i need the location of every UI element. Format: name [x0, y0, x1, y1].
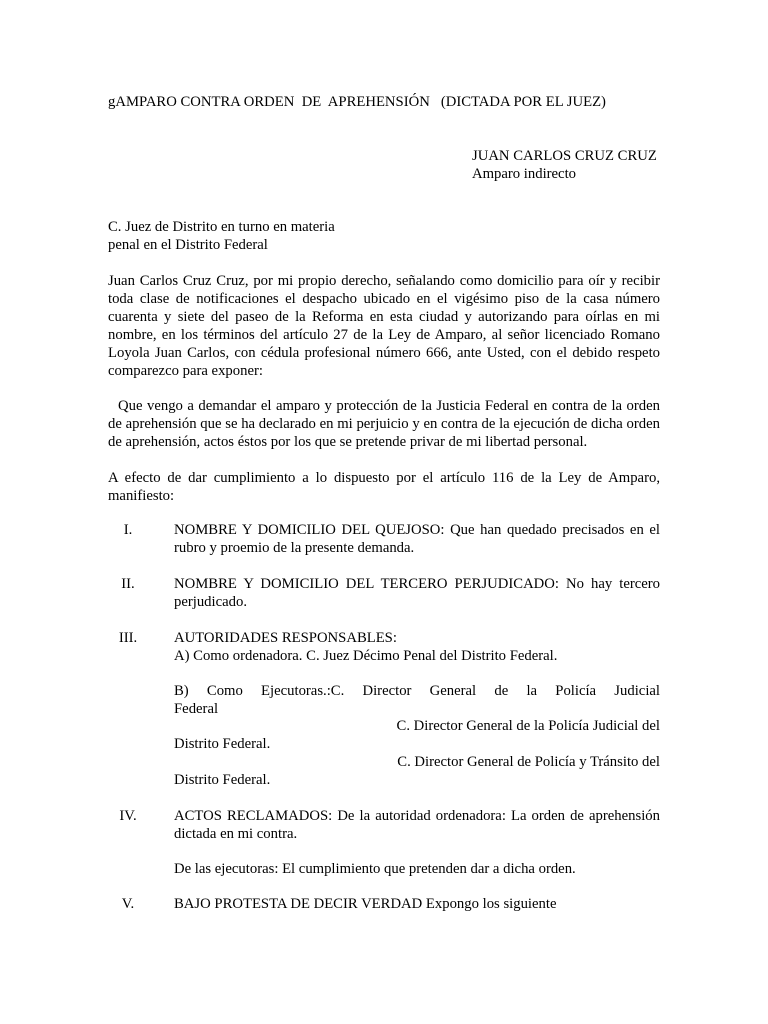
item-text: ACTOS RECLAMADOS: De la autoridad ordenadora: La orden de aprehensión dictada en mi contra.	[174, 808, 660, 842]
item-subtext: Distrito Federal.	[174, 772, 271, 788]
item-number: I.	[123, 522, 133, 538]
item-subtext: A) Como ordenadora. C. Juez Décimo Penal del Distrito Federal.	[174, 648, 558, 664]
item-text: NOMBRE Y DOMICILIO DEL TERCERO PERJUDICADO: No hay tercero perjudicado.	[174, 576, 660, 610]
item-number: V.	[121, 896, 135, 912]
header-right-block	[472, 147, 672, 183]
case-type: Amparo indirecto	[472, 166, 577, 182]
addressee-line: C. Juez de Distrito en turno en materia	[108, 219, 335, 235]
compliance-paragraph: A efecto de dar cumplimiento a lo dispuesto por el artículo 116 de la Ley de Amparo, manifiesto:	[108, 470, 660, 504]
item-subtext: Distrito Federal.	[174, 736, 271, 752]
item-text: BAJO PROTESTA DE DECIR VERDAD Expongo los siguiente	[174, 896, 557, 912]
item-subtext: C. Director General de Policía y Tránsito del	[397, 754, 660, 770]
item-subtext: De las ejecutoras: El cumplimiento que pretenden dar a dicha orden.	[174, 861, 576, 877]
item-number: II.	[121, 576, 135, 592]
addressee-block	[108, 218, 660, 254]
intro-paragraph: Juan Carlos Cruz Cruz, por mi propio derecho, señalando como domicilio para oír y recibir toda clase de notificaciones el despacho ubicado en el vigésimo piso de la casa número cuarenta y siete del paseo de la Reforma en esta ciudad y autorizando para oírlas en mi nombre, en los términos del artículo 27 de la Ley de Amparo, al señor licenciado Romano Loyola Juan Carlos, con cédula profesional número 666, ante Usted, con el debido respeto comparezco para exponer:	[108, 273, 660, 379]
item-number: III.	[118, 630, 138, 646]
document-title: gAMPARO CONTRA ORDEN DE APREHENSIÓN (DICTADA POR EL JUEZ)	[108, 94, 606, 110]
item-subtext: B) Como Ejecutoras.:C. Director General de la Policía Judicial	[174, 683, 660, 699]
item-number: IV.	[119, 808, 137, 824]
addressee-line: penal en el Distrito Federal	[108, 237, 268, 253]
item-subtext: C. Director General de la Policía Judicial del	[396, 718, 660, 734]
item-subtext: Federal	[174, 701, 219, 717]
petitioner-name: JUAN CARLOS CRUZ CRUZ	[472, 148, 657, 164]
item-text: AUTORIDADES RESPONSABLES:	[174, 630, 397, 646]
item-text: NOMBRE Y DOMICILIO DEL QUEJOSO: Que han quedado precisados en el rubro y proemio de la presente demanda.	[174, 522, 660, 556]
demand-paragraph: Que vengo a demandar el amparo y protección de la Justicia Federal en contra de la orden de aprehensión que se ha declarado en mi perjuicio y en contra de la ejecución de dicha orden de aprehensión, actos éstos por los que se pretende privar de mi libertad personal.	[108, 398, 660, 450]
